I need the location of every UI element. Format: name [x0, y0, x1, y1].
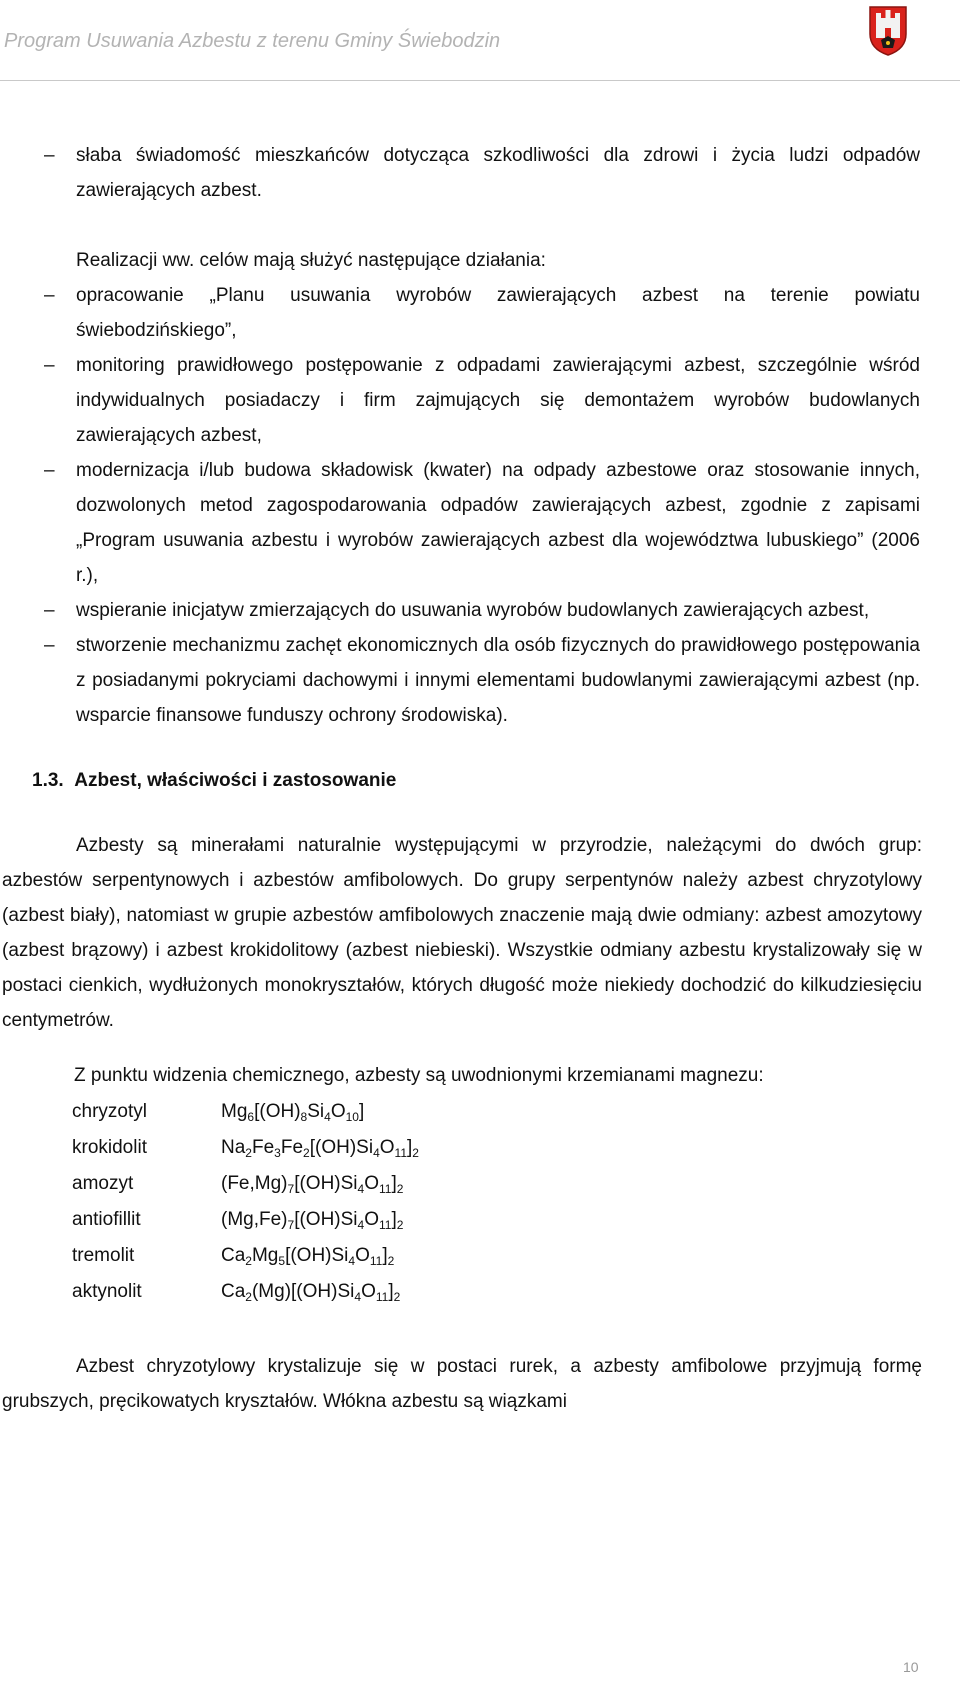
list-dash: –: [44, 285, 55, 306]
mineral-formula-table: [72, 1093, 419, 1309]
list-item: – stworzenie mechanizmu zachęt ekonomicznych dla osób fizycznych do prawidłowego postępowania z posiadanymi pokryciami dachowymi i innymi elementami budowlanymi zawierającymi azbest (np. wsparcie finansowe funduszy ochrony środowiska).: [0, 628, 960, 733]
table-row: [72, 1093, 419, 1129]
list-dash: –: [44, 355, 55, 376]
document-body: [0, 138, 960, 1419]
list-item: – monitoring prawidłowego postępowanie z odpadami zawierającymi azbest, szczególnie wśród indywidualnych posiadaczy i firm zajmujących się demontażem wyrobów budowlanych zawierających azbest,: [0, 348, 960, 453]
list-dash: –: [44, 460, 55, 481]
mineral-formula: $Ca_2(Mg)[(OH)Si_4O_{11}]_2$: [221, 1280, 401, 1304]
list-item: – opracowanie „Planu usuwania wyrobów zawierających azbest na terenie powiatu świebodzińskiego”,: [0, 278, 960, 348]
table-row: [72, 1237, 419, 1273]
paragraph: Azbest chryzotylowy krystalizuje się w postaci rurek, a azbesty amfibolowe przyjmują formę grubszych, pręcikowatych kryształów. Włókna azbestu są wiązkami: [2, 1356, 922, 1412]
mineral-formula: $Mg_6[(OH)_8Si_4O_{10}]$: [221, 1100, 365, 1124]
mineral-name: krokidolit: [72, 1136, 147, 1158]
list-item: – słaba świadomość mieszkańców dotycząca szkodliwości dla zdrowi i życia ludzi odpadów zawierających azbest.: [0, 138, 960, 208]
table-row: [72, 1165, 419, 1201]
coat-of-arms-icon: [867, 4, 909, 56]
mineral-name: chryzotyl: [72, 1100, 147, 1122]
mineral-name: aktynolit: [72, 1280, 142, 1302]
mineral-formula: $(Fe,Mg)_7[(OH)Si_4O_{11}]_2$: [221, 1172, 404, 1196]
realizacja-intro: Realizacji ww. celów mają służyć następujące działania:: [76, 250, 546, 271]
list-dash: –: [44, 600, 55, 621]
section-heading: [0, 763, 960, 798]
table-row: [72, 1273, 419, 1309]
page-number: 10: [903, 1659, 919, 1675]
mineral-name: tremolit: [72, 1244, 135, 1266]
list-item: – modernizacja i/lub budowa składowisk (kwater) na odpady azbestowe oraz stosowanie innych, dozwolonych metod zagospodarowania odpadów zawierających azbest, zgodnie z zapisami „Program usuwania azbestu i wyrobów zawierających azbest dla województwa lubuskiego” (2006 r.),: [0, 453, 960, 593]
list-item: – wspieranie inicjatyw zmierzających do usuwania wyrobów budowlanych zawierających azbest,: [0, 593, 960, 628]
mineral-formula: $Ca_2Mg_5[(OH)Si_4O_{11}]_2$: [221, 1244, 395, 1268]
formula-intro: Z punktu widzenia chemicznego, azbesty są uwodnionymi krzemianami magnezu:: [74, 1065, 764, 1086]
table-row: [72, 1201, 419, 1237]
mineral-formula: $(Mg,Fe)_7[(OH)Si_4O_{11}]_2$: [221, 1208, 404, 1232]
section-title: Azbest, właściwości i zastosowanie: [74, 770, 397, 791]
paragraph: Azbesty są minerałami naturalnie występującymi w przyrodzie, należącymi do dwóch grup: azbestów serpentynowych i azbestów amfibolowych. Do grupy serpentynów należy azbest chryzotylowy (azbest biały), natomiast w grupie azbestów amfibolowych znaczenie mają dwie odmiany: azbest amozytowy (azbest brązowy) i azbest krokidolitowy (azbest niebieski). Wszystkie odmiany azbestu krystalizowały się w postaci cienkich, wydłużonych monokryształów, których długość może niekiedy dochodzić do kilkudziesięciu centymetrów.: [2, 835, 922, 1031]
mineral-name: antiofillit: [72, 1208, 141, 1230]
mineral-formula: $Na_2Fe_3Fe_2[(OH)Si_4O_{11}]_2$: [221, 1136, 419, 1160]
mineral-name: amozyt: [72, 1172, 134, 1194]
section-number: 1.3.: [32, 770, 64, 791]
list-dash: –: [44, 145, 55, 166]
page-header: [0, 0, 960, 81]
header-title: Program Usuwania Azbestu z terenu Gminy Świebodzin: [4, 30, 501, 52]
list-dash: –: [44, 635, 55, 656]
table-row: [72, 1129, 419, 1165]
